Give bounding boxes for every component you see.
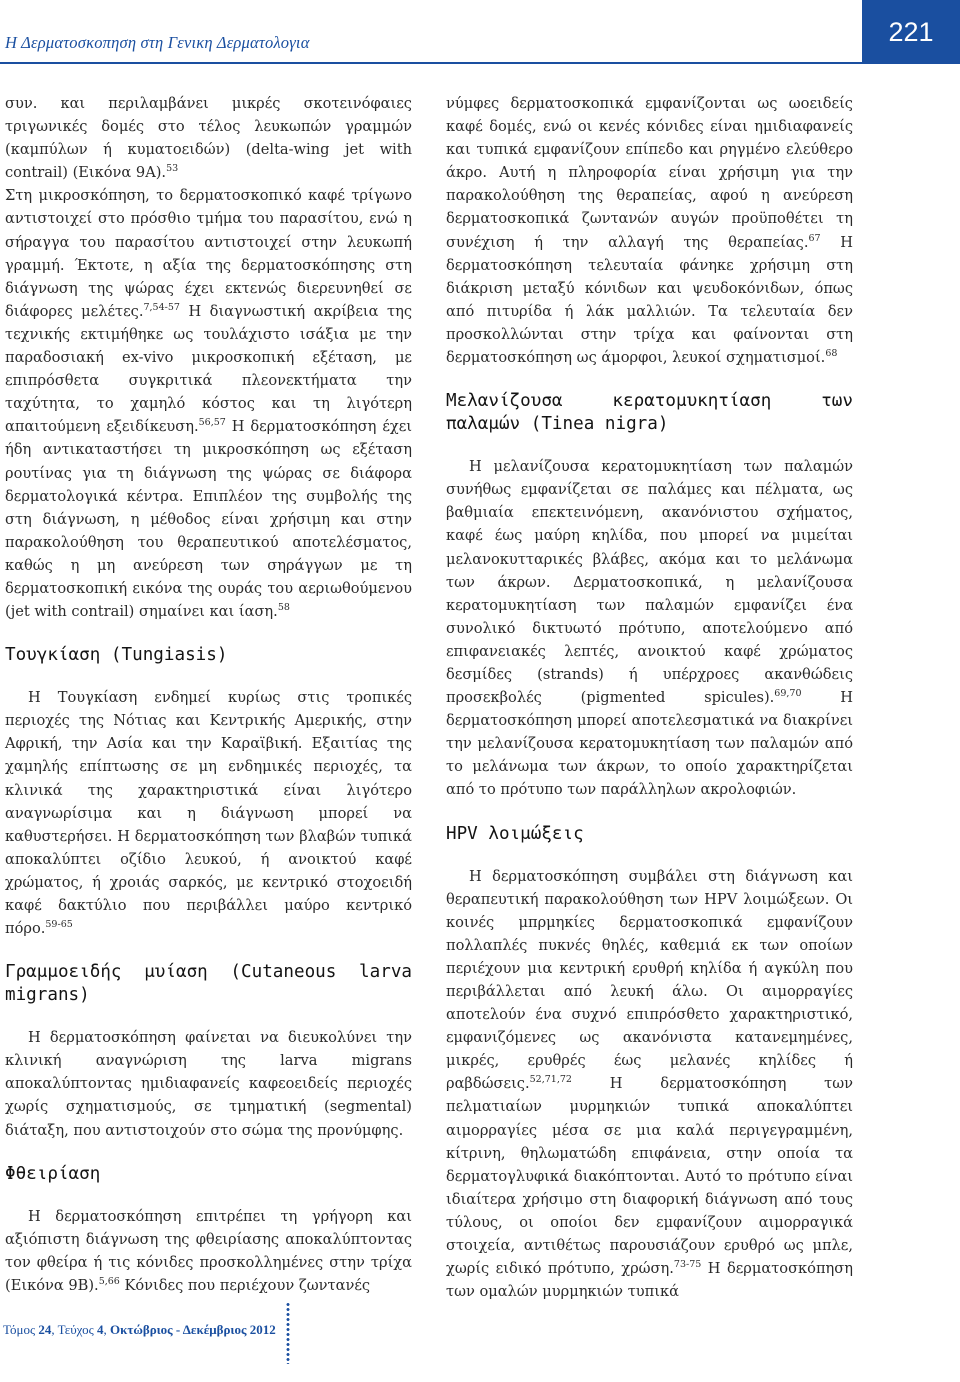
left-column [5, 92, 412, 1297]
section-heading-tinea-nigra: Μελανίζουσα κερατομυκητίαση των παλαμών (Tinea nigra) [446, 391, 853, 435]
footer-dot-divider [286, 1302, 290, 1364]
paragraph: Η Τουγκίαση ενδημεί κυρίως στις τροπικές περιοχές της Νότιας και Κεντρικής Αμερικής, στην Αφρική, την Ασία και την Καραϊβική. Εξαιτίας της χαμηλής επίπτωσης σε μη ενδημικές περιοχές, τα κλινικά της χαρακτηριστικά είναι λιγότερο αναγνωρίσιμα και η διάγνωση μπορεί να καθυστερήσει. Η δερματοσκόπηση των βλαβών τυπικά αποκαλύπτει οζίδιο λευκού, ή ανοικτού καφέ χρώματος, ή χροιάς σαρκός, με κεντρικό στοχοειδή καφέ δακτύλιο που περιβάλλει μαύρο κεντρικό πόρο.$^{59-65}$ [5, 689, 412, 938]
reference: 73-75 [673, 1259, 702, 1271]
reference: 56,57 [198, 417, 226, 429]
section-heading-lice: Φθειρίαση [5, 1163, 101, 1184]
volume-number: 24 [38, 1322, 52, 1337]
section-heading-hpv: HPV λοιμώξεις [446, 823, 584, 844]
section-heading-larva-migrans: Γραμμοειδής μυίαση (Cutaneous larva migrans) [5, 962, 412, 1006]
paragraph: Η δερματοσκόπηση επιτρέπει τη γρήγορη και αξιόπιστη διάγνωση της φθειρίασης αποκαλύπτοντας τον φθείρα ή τις κόνιδες προσκολλημένες στην τρίχα (Εικόνα 9Β).$^{5,66}$ Κόνιδες που περιέχουν ζωντανές [5, 1207, 412, 1294]
reference: 59-65 [45, 919, 73, 931]
reference: 52,71,72 [529, 1074, 572, 1086]
journal-footer: Τόμος 24, Τεύχος 4, Οκτώβριος - Δεκέμβριος 2012 [3, 1322, 276, 1337]
paragraph: νύμφες δερματοσκοπικά εμφανίζονται ως ωοειδείς καφέ δομές, ενώ οι κενές κόνιδες είναι ημιδιαφανείς και τυπικά εμφανίζουν επίπεδο και ρηγμένο ελεύθερο άκρο. Αυτή η πληροφορία είναι χρήσιμη για την παρακολούθηση της θεραπείας, αφού η ανεύρεση δερματοσκοπικά ζωντανών αυγών προϋποθέτει τη συνέχιση ή την αλλαγή της θεραπείας.$^{67}$ Η δερματοσκόπηση τελευταία φάνηκε χρήσιμη στη διάκριση μεταξύ κόνιδων και ψευδοκόνιδων, όπως από πιτυρίδα ή λάκ μαλλιών. Τα τελευταία δεν προσκολλώνται στην τρίχα και φαίνονται στη δερματοσκόπηση ως άμορφοι, λευκοί σχηματισμοί.$^{68}$ [446, 95, 853, 367]
reference: 58 [277, 602, 290, 614]
paragraph: συν. και περιλαμβάνει μικρές σκοτεινόφαιες τριγωνικές δομές στο τέλος λευκωπών γραμμών (καμπύλων ή κυματοειδών) (delta-wing jet with contrail) (Εικόνα 9Α).$^{53}$ [5, 95, 412, 182]
header-rule [0, 62, 862, 64]
paragraph: Η δερματοσκόπηση συμβάλει στη διάγνωση και θεραπευτική παρακολούθηση των HPV λοιμώξεων. Οι κοινές μπρμηκίες δερματοσκοπικά εμφανίζουν πολλαπλές πυκνές θηλές, καθεμιά εκ των οποίων περιέχουν μια κεντρική ερυθρή κηλίδα ή αγκύλη που περιβάλλεται από λευκή άλω. Οι αιμορραγίες αποτελούν ένα συχνό επιπρόσθετο χαρακτηριστικό, εμφανιζόμενες ως ακανόνιστα κατανεμημένες, μικρές, ερυθρές έως μελανές κηλίδες ή ραβδώσεις.$^{52,71,72}$ Η δερματοσκόπηση των πελματιαίων μυρμηκιών τυπικά αποκαλύπτει αιμορραγίες μέσα σε μια καλά περιγεγραμμένη, κίτρινη, θηλωματώδη επιφάνεια, στην οποία τα δερματογλυφικά διακόπτονται. Αυτό το πρότυπο είναι ιδιαίτερα χρήσιμο στη διαφορική διάγνωση από τους τύλους, οι οποίοι δεν εμφανίζουν αιμορραγικά στοιχεία, αντιθέτως παρουσιάζουν ερυθρό ως μπλε, χωρίς ειδικό πρότυπο, χρώση.$^{73-75}$ Η δερματοσκόπηση των ομαλών μυρμηκιών τυπικά [446, 867, 853, 1301]
paragraph: Στη μικροσκόπηση, το δερματοσκοπικό καφέ τρίγωνο αντιστοιχεί στο πρόσθιο τμήμα του παρασίτου, ενώ η σήραγγα του παρασίτου αντιστοιχεί στην λευκωπή γραμμή. Έκτοτε, η αξία της δερματοσκόπησης στη διάγνωση της ψώρας έχει εκτενώς διερευνηθεί σε διάφορες μελέτες.$^{7,54-57}$ Η διαγνωστική ακρίβεια της τεχνικής εκτιμήθηκε ως τουλάχιστο ισάξια με την παραδοσιακή ex-vivo μικροσκοπική εξέταση, με επιπρόσθετα συγκριτικά πλεονεκτήματα την ταχύτητα, το χαμηλό κόστος και τη λιγότερη απαιτούμενη εξειδίκευση.$^{56,57}$ Η δερματοσκόπηση έχει ήδη αντικαταστήσει τη μικροσκόπηση ως εξέταση ρουτίνας για τη διάγνωση της ψώρας σε διάφορα δερματολογικά κέντρα. Επιπλέον της συμβολής της στη διάγνωση, η μέθοδος είναι χρήσιμη και στην παρακολούθηση του θεραπευτικού αποτελέσματος, καθώς η μη ανεύρεση των σηράγγων με τη δερματοσκοπική εικόνα της ουράς του αεριωθούμενου (jet with contrail) σημαίνει και ίαση.$^{58}$ [5, 187, 413, 621]
issue-number: 4 [97, 1322, 104, 1337]
paragraph: Η μελανίζουσα κερατομυκητίαση των παλαμών συνήθως εμφανίζεται σε παλάμες και πέλματα, ως βαθμιαία επεκτεινόμενη, ακανόνιστου σχήματος, καφέ έως μαύρη κηλίδα, που μπορεί να μιμείται μελανοκυτταρικές βλάβες, ακόμα και το μελάνωμα των άκρων. Δερματοσκοπικά, η μελανίζουσα κερατομυκητίαση των παλαμών εμφανίζει ένα συνολικό δικτυωτό πρότυπο, αποτελούμενο από επιφανειακές λεπτές, ανοικτού καφέ χρώματος δεσμίδες (strands) ή υπέρχροες ακανθώδεις προσεκβολές (pigmented spicules).$^{69,70}$ Η δερματοσκόπηση μπορεί αποτελεσματικά να διακρίνει την μελανίζουσα κερατομυκητίαση των παλαμών από το μελάνωμα των άκρων, το οποίο χαρακτηρίζεται από το πρότυπο των παράλληλων ακρολοφιών. [446, 458, 853, 799]
reference: 5,66 [98, 1276, 120, 1288]
paragraph: Η δερματοσκόπηση φαίνεται να διευκολύνει την κλινική αναγνώριση της larva migrans αποκαλύπτοντας ημιδιαφανείς καφεοειδείς περιοχές χωρίς σχηματισμούς, σε τμηματική (segmental) διάταξη, που αντιστοιχούν στο σώμα της προνύμφης. [5, 1029, 412, 1139]
issue-period: Οκτώβριος - Δεκέμβριος 2012 [110, 1322, 276, 1337]
page-number-box [862, 0, 960, 64]
reference: 67 [808, 232, 821, 244]
reference: 53 [166, 163, 179, 175]
section-heading-tungiasis: Τουγκίαση (Tungiasis) [5, 645, 228, 666]
right-column [446, 92, 853, 1303]
reference: 7,54-57 [143, 301, 180, 313]
reference: 68 [825, 348, 838, 360]
reference: 69,70 [774, 688, 802, 700]
running-header-title: Η Δερματοσκοπηση στη Γενικη Δερματολογια [5, 33, 310, 52]
page-number: 221 [888, 16, 934, 47]
